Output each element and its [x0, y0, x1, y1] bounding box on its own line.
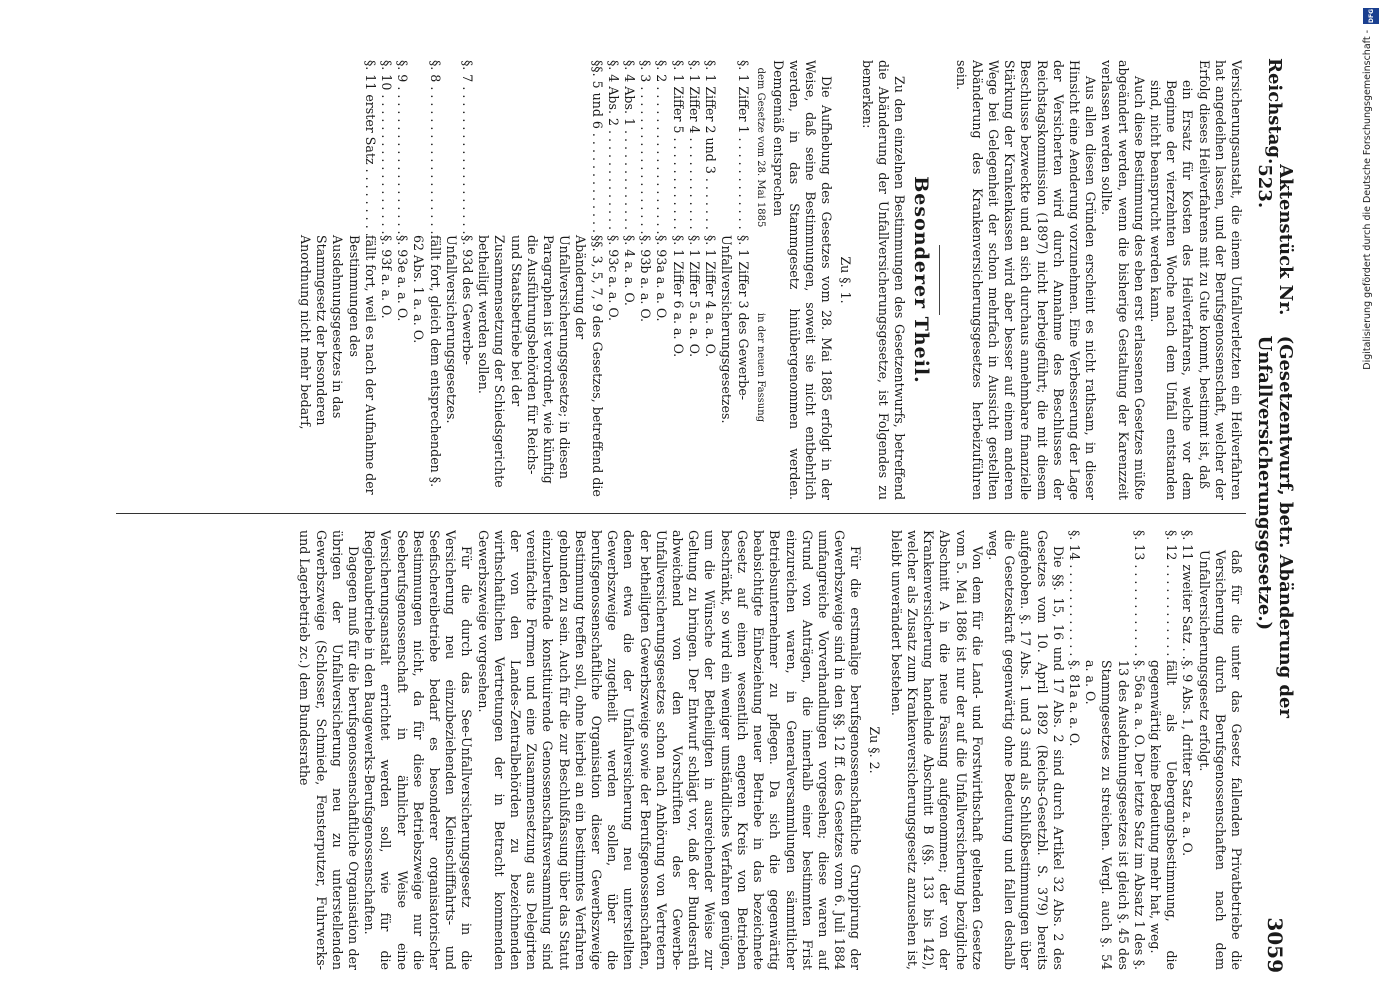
- table-row: [1147, 530, 1179, 970]
- new-section: §. 1 Ziffer 3 des Gewerbe-Unfallversicherungsgesetzes.: [719, 235, 751, 424]
- table-row: [621, 60, 637, 500]
- table-row: [653, 60, 669, 500]
- heading-zu-1: Zu §. 1.: [837, 256, 853, 304]
- table-row: [1179, 530, 1195, 970]
- old-section: §. 1 Ziffer 5 . . .: [670, 60, 686, 235]
- paragraph: Dagegen muß für die berufsgenossenschaftliche Organisation der übrigen der Unfallversicherung neu zu unterstellenden Gewerbszweige (Schlosser, Schmiede, Fensterputzer, Fuhrwerks- und Lagerbetrieb zc.) dem Bundesrathe: [297, 530, 362, 970]
- new-section: §. 93c a. a. O.: [605, 235, 621, 322]
- old-section: §. 4 Abs. 1 . . .: [621, 60, 637, 235]
- new-section: fällt fort, gleich dem entsprechenden §. 62 Abs. 1 a. a. O.: [411, 235, 443, 488]
- old-section: §. 4 Abs. 2 . . .: [605, 60, 621, 235]
- paragraph: Die §§. 15, 16 und 17 Abs. 2 sind durch Artikel 32 Abs. 2 des Gesetzes vom 10. April 1892 (Reichs-Gesetzbl. S. 379) bereits aufgehoben. §. 17 Abs. 1 und 3 sind als Schlußbestimmungen über die Gesetzeskraft gegenwärtig ohne Bedeutung und fallen deshalb weg.: [985, 530, 1066, 970]
- page-header: [1254, 58, 1296, 973]
- old-section: §. 7 . . .: [443, 60, 475, 235]
- old-section: §. 3 . . .: [637, 60, 653, 235]
- intro-paragraph: Versicherungsanstalt, die einem Unfallverletzten ein Heilverfahren hat angedeihen lassen, und der Berufsgenossenschaft, welcher der Erfolg dieses Heilverfahrens mit zu Gute kommt, bestimmt ist, daß: [1196, 60, 1244, 500]
- table-header: [754, 60, 766, 500]
- table-row: [702, 60, 718, 500]
- header-document-number: Aktenstück Nr. 523.: [1254, 164, 1296, 316]
- header-reichstag: Reichstag.: [1264, 58, 1286, 165]
- quoted-provision: ein Ersatz für Kosten des Heilverfahrens, welche vor dem Beginne der vierzehnten Woche nach dem Unfall entstanden sind, nicht beansprucht werden kann.: [1147, 80, 1196, 500]
- new-section: §. 1 Ziffer 6 a. a. O.: [670, 235, 686, 358]
- new-section: §. 81a a. a. O.: [1066, 660, 1082, 747]
- old-section: §. 13 . . .: [1082, 530, 1147, 660]
- digitization-note: Digitalisierung gefördert durch die Deutsche Forschungsgemeinschaft -: [1362, 30, 1373, 370]
- table-row: [670, 60, 686, 500]
- table-row: [686, 60, 702, 500]
- paragraph: Von dem für die Land- und Forstwirthschaft geltenden Gesetze vom 5. Mai 1886 ist nur der auf die Unfallversicherung bezügliche Abschnitt A in die neue Fassung aufgenommen; der von der Krankenversicherung handelnde Abschnitt B (§§. 133 bis 142), welcher als Zusatz zum Krankenversicherungsgesetz anzusehen ist, bleibt unverändert bestehen.: [888, 530, 985, 970]
- column-divider: [116, 513, 1246, 514]
- old-section: §. 1 Ziffer 1 . . .: [718, 60, 750, 235]
- table-row: [605, 60, 621, 500]
- table-row: [394, 60, 410, 500]
- table-row: [443, 60, 475, 500]
- new-section: §. 93e a. a. O.: [395, 235, 411, 322]
- table-row: [1082, 530, 1147, 970]
- old-section: §. 2 . . .: [653, 60, 669, 235]
- new-section: §. 56a a. a. O. Der letzte Satz im Absatz 1 des §. 13 des Ausdehnungsgesetzes ist gleich §. 45 des Stammgesetzes zu streichen. Vergl. auch §. 54 a. a. O.: [1083, 660, 1147, 970]
- old-section: §. 10 . . .: [378, 60, 394, 235]
- new-section: §. 1 Ziffer 5 a. a. O.: [686, 235, 702, 358]
- table-row: [1066, 530, 1082, 970]
- old-section: §. 11 zweiter Satz . . .: [1179, 530, 1195, 660]
- new-section: §. 93f a. a. O.: [379, 235, 395, 319]
- paragraph: Aus allen diesen Gründen erscheint es nicht rathsam, in dieser Hinsicht eine Aenderung vorzunehmen. Eine Verbesserung der Lage der Versicherten wird durch Annahme des Beschlusses der Reichstagskommission (1897) nicht herbeigeführt; die mit diesem Beschlusse bezweckte und an sich durchaus annehmbare finanzielle Stärkung der Krankenkassen wird aber besser auf einem anderen Wege bei Gelegenheit der schon mehrfach in Aussicht gestellten Abänderung des Krankenversicherungsgesetzes herbeizuführen sein.: [953, 60, 1099, 500]
- table-row: [378, 60, 394, 500]
- paragraph: Die Aufhebung des Gesetzes vom 28. Mai 1885 erfolgt in der Weise, daß seine Bestimmungen, soweit sie nicht entbehrlich werden, in das Stammgesetz hinübergenommen werden. Demgemäß entsprechen: [770, 60, 835, 500]
- header-title: (Gesetzentwurf, betr. Abänderung der Unfallversicherungsgesetze.): [1254, 335, 1296, 718]
- table-row: [297, 60, 378, 500]
- old-section: §. 1 Ziffer 4 . . .: [686, 60, 702, 235]
- old-section: §. 8 . . .: [410, 60, 442, 235]
- heading-zu-2: Zu §. 2.: [866, 726, 882, 774]
- right-column: [104, 530, 1244, 970]
- paragraph: Für die durch das See-Unfallversicherungsgesetz in die Versicherung neu einzubeziehenden Kleinschifffahrts- und Seefischereibetriebe bedarf es besonderer organisatorischer Bestimmungen nicht, da für diese Betriebszweige nur die Seeberufsgenossenschaft in ähnlicher Weise eine Versicherungsanstalt errichtet werden soll, wie für die Regiebaubetriebe in den Baugewerks-Berufsgenossenschaften.: [362, 530, 475, 970]
- dfg-logo: DFG: [1363, 8, 1379, 24]
- new-section: §. 93a a. a. O.: [654, 235, 670, 322]
- old-section: §. 14 . . .: [1066, 530, 1082, 660]
- new-section: §. 9 Abs. 1, dritter Satz a. a. O.: [1180, 660, 1196, 857]
- new-section: §. 93d des Gewerbe-Unfallversicherungsgesetzes.: [443, 235, 476, 424]
- new-section: fällt als Uebergangsbestimmung, die gegenwärtig keine Bedeutung mehr hat, weg.: [1147, 660, 1180, 970]
- new-section: §§. 3, 5, 7, 9 des Gesetzes, betreffend die Abänderung der Unfallversicherungsgesetze; in diesen Paragraphen ist verordnet, wie künftig die Ausführungsbehörden für Reichs- und Staatsbetriebe bei der Zusammensetzung der Schiedsgerichte betheiligt werden sollen.: [476, 235, 605, 497]
- new-section: §. 1 Ziffer 4 a. a. O.: [703, 235, 719, 358]
- section-rule: [939, 245, 940, 315]
- old-section: §. 9 . . .: [394, 60, 410, 235]
- old-section: §. 11 erster Satz . . .: [297, 60, 378, 235]
- table-row: [718, 60, 750, 500]
- section-intro: Zu den einzelnen Bestimmungen des Gesetzentwurfs, betreffend die Abänderung der Unfallversicherungsgesetze, ist Folgendes zu bemerken:: [859, 60, 908, 500]
- old-section: §. 12 . . .: [1147, 530, 1179, 660]
- paragraph: Auch diese Bestimmung des eben erst erlassenen Gesetzes müßte abgeändert werden, wenn die bisherige Gestaltung der Karenzzeit verlassen werden sollte.: [1099, 60, 1147, 500]
- table-row: [475, 60, 605, 500]
- table-row: [637, 60, 653, 500]
- paragraph: Für die erstmalige berufsgenossenschaftliche Gruppirung der Gewerbszweige sind in den §§. 12 ff. des Gesetzes vom 6. Juli 1884 umfangreiche Vorverhandlungen vorgesehen; diese waren auf Grund von Anträgen, die innerhalb einer bestimmten Frist einzureichen waren, in Generalversammlungen sämmtlicher Betriebsunternehmer zu pflegen. Da sich die gegenwärtig beabsichtigte Einbeziehung neuer Betriebe in das bezeichnete Gesetz auf einen wesentlich engeren Kreis von Betrieben beschränkt, so wird ein weniger umständliches Verfahren genügen, um die Wünsche der Betheiligten in ausreichender Weise zur Geltung zu bringen. Der Entwurf schlägt vor, daß der Bundesrath abweichend von den Vorschriften des Gewerbe-Unfallversicherungsgesetzes schon nach Anhörung von Vertretern der betheiligten Gewerbszweige sowie der Berufsgenossenschaften, denen etwa die der Unfallversicherung neu unterstellten Gewerbszweige zugetheilt werden sollen, über die berufsgenossenschaftliche Organisation dieser Gewerbszweige Bestimmung treffen soll, ohne hierbei an ein bestimmtes Verfahren gebunden zu sein. Auch für die zur Beschlußfassung über das Statut einzuberufende konstituirende Genossenschaftsversammlung sind vereinfachte Formen und eine Zusammensetzung aus Delegirten der von den Landes-Zentralbehörden zu bezeichnenden wirthschaftlichen Vertretungen der in Betracht kommenden Gewerbszweige vorgesehen.: [475, 530, 864, 970]
- continued-provision: daß für die unter das Gesetz fallenden Privatbetriebe die Versicherung durch Berufsgenossenschaften nach dem Unfallversicherungsgesetz erfolgt.: [1196, 550, 1244, 970]
- new-section: §. 4 a. a. O.: [622, 235, 638, 306]
- table-header-right: in der neuen Fassung: [754, 312, 766, 423]
- table-header-left: dem Gesetze vom 28. Mai 1885: [754, 67, 766, 228]
- new-section: fällt fort, weil es nach der Aufnahme der Bestimmungen des Ausdehnungsgesetzes in das Stammgesetz der besonderen Anordnung nicht mehr bedarf,: [298, 235, 378, 495]
- document-page: [90, 58, 1296, 973]
- left-column: [104, 60, 1244, 500]
- page-number: 3059: [1263, 917, 1287, 973]
- table-row: [410, 60, 442, 500]
- section-title: Besonderer Theil.: [910, 176, 933, 384]
- new-section: §. 93b a. a. O.: [638, 235, 654, 323]
- old-section: §. 1 Ziffer 2 und 3 . . .: [702, 60, 718, 235]
- old-section: §§. 5 und 6 . . .: [475, 60, 605, 235]
